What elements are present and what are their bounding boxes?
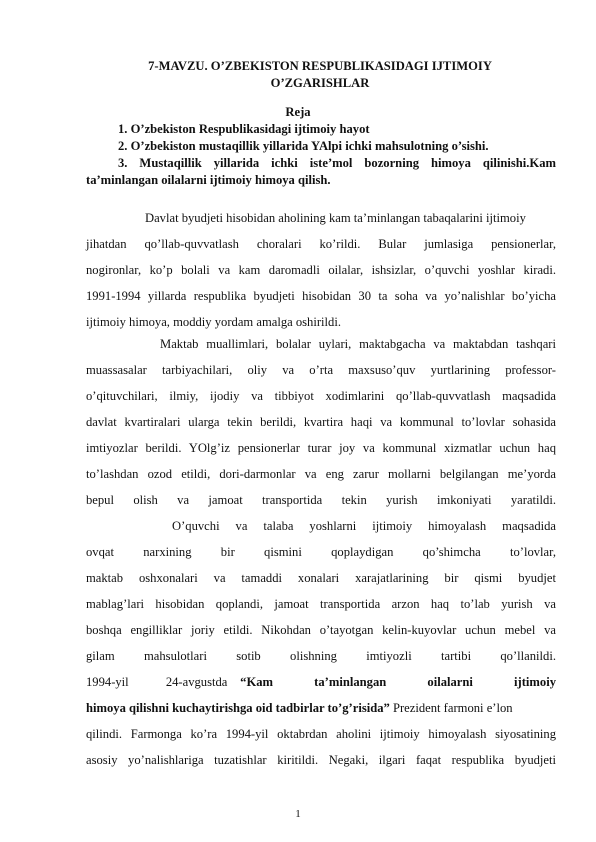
text-line: davlat kvartiralari ularga tekin berildi, kvartira haqi va kommunal to’lovlar sohasida [86,415,556,429]
text-line: mablag’lari hisobidan qoplandi, jamoat transportida arzon haq to’lab yurish va [86,597,556,611]
plan-item-3-cont: ta’minlangan oilalarni ijtimoiy himoya qilish. [86,173,331,187]
plan-item-3: 3. Mustaqillik yillarida ichki iste’mol bozorning himoya qilinishi.Kam [118,156,556,170]
decree-title-part-1: “Kam ta’minlangan oilalarni ijtimoiy [240,675,556,689]
text-line: jihatdan qo’llab-quvvatlash choralari ko’rildi. Bular jumlasiga pensionerlar, [86,237,556,251]
title-line-2: O’ZGARISHLAR [270,76,370,90]
text-line: ijtimoiy himoya, moddiy yordam amalga oshirildi. [86,315,341,329]
text-line: O’quvchi va talaba yoshlarni ijtimoiy himoyalash maqsadida [172,519,556,533]
plan-item-1: 1. O’zbekiston Respublikasidagi ijtimoiy hayot [118,122,370,136]
text-line: to’lashdan ozod etildi, dori-darmonlar va eng zarur mollarni belgilangan me’yorda [86,467,556,481]
text-line: nogironlar, ko’p bolali va kam daromadli oilalar, ishsizlar, o’quvchi yoshlar kiradi. [86,263,556,277]
decree-line-2 [86,699,556,717]
plan-heading: Reja [285,105,311,119]
text-line: Maktab muallimlari, bolalar uylari, maktabgacha va maktabdan tashqari [160,337,556,351]
plan-item-2: 2. O’zbekiston mustaqillik yillarida YAlpi ichki mahsulotning o’sishi. [118,139,489,153]
text-line: boshqa engilliklar joriy etildi. Nikohdan o’tayotgan kelin-kuyovlar uchun mebel va [86,623,556,637]
decree-line [86,673,556,691]
text-line: 1991-1994 yillarda respublika byudjeti hisobidan 30 ta soha va yo’nalishlar bo’yicha [86,289,556,303]
decree-tail: Prezident farmoni e’lon [389,701,513,715]
text-line: o’qituvchilari, ilmiy, ijodiy va tibbiyot xodimlarini qo’llab-quvvatlash maqsadida [86,389,556,403]
document-title [100,58,540,92]
decree-date: 1994-yil 24-avgustda [86,675,228,689]
text-line: maktab oshxonalari va tamaddi xonalari xarajatlarining bir qismi byudjet [86,571,556,585]
text-line: Davlat byudjeti hisobidan aholining kam ta’minlangan tabaqalarini ijtimoiy [145,211,526,225]
decree-title-part-2: himoya qilishni kuchaytirishga oid tadbirlar to’g’risida” [86,701,390,715]
text-line: muassasalar tarbiyachilari, oliy va o’rta maxsuso’quv yurtlarining professor- [86,363,556,377]
text-line: ovqat narxining bir qismini qoplaydigan qo’shimcha to’lovlar, [86,545,556,559]
text-line: imtiyozlar berildi. YOlg’iz pensionerlar turar joy va kommunal xizmatlar uchun haq [86,441,556,455]
text-line: asosiy yo’nalishlariga tuzatishlar kiritildi. Negaki, ilgari faqat respublika byudjeti [86,753,556,767]
text-line: gilam mahsulotlari sotib olishning imtiyozli tartibi qo’llanildi. [86,649,556,663]
text-line: qilindi. Farmonga ko’ra 1994-yil oktabrdan aholini ijtimoiy himoyalash siyosatining [86,727,556,741]
text-line: bepul olish va jamoat transportida tekin yurish imkoniyati yaratildi. [86,493,556,507]
page-number: 1 [295,808,301,820]
title-line-1: 7-MAVZU. O’ZBEKISTON RESPUBLIKASIDAGI IJTIMOIY [148,59,492,73]
